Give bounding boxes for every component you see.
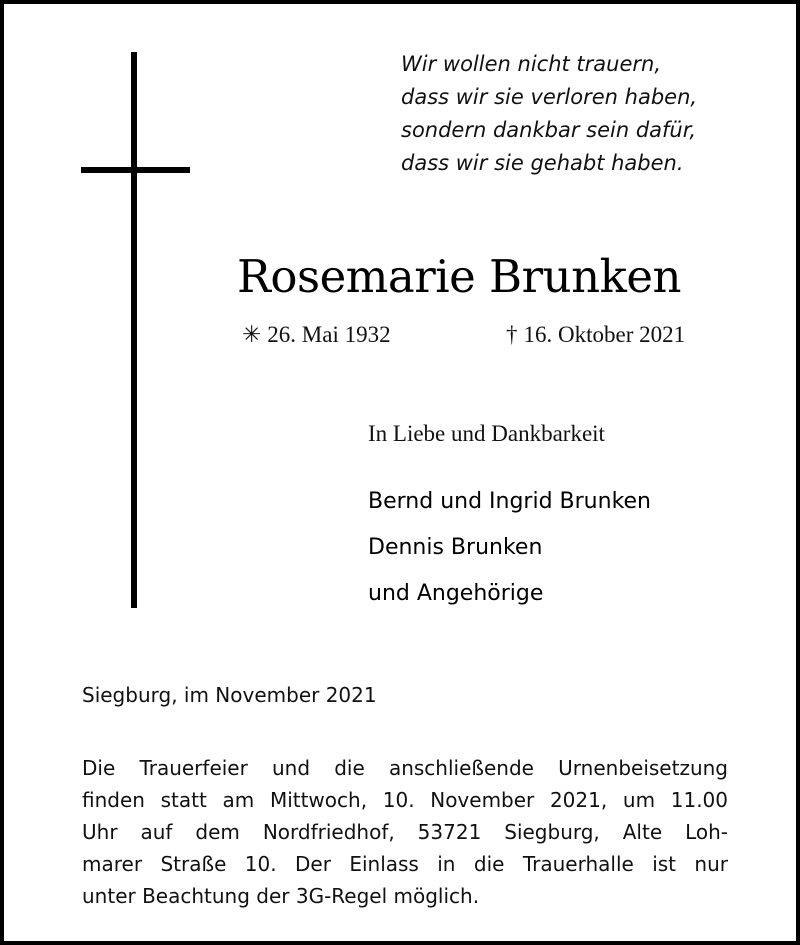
deceased-name: Rosemarie Brunken xyxy=(237,250,681,303)
dedication-text: In Liebe und Dankbarkeit xyxy=(368,421,605,446)
notice-line: Die Trauerfeier und die anschließende Urnenbeisetzung xyxy=(82,756,728,780)
memorial-poem xyxy=(401,48,697,180)
birth-star-icon: ✳ xyxy=(242,322,262,347)
cross-icon xyxy=(131,52,137,608)
notice-line: Uhr auf dem Nordfriedhof, 53721 Siegburg, Alte Loh- xyxy=(82,820,728,844)
birth-date-line xyxy=(242,322,391,348)
poem-line: dass wir sie gehabt haben. xyxy=(401,151,684,175)
funeral-notice-text xyxy=(82,752,728,912)
poem-line: dass wir sie verloren haben, xyxy=(401,85,698,109)
birth-date: 26. Mai 1932 xyxy=(267,322,391,347)
mourner-name: Bernd und Ingrid Brunken xyxy=(368,489,652,514)
place-and-date: Siegburg, im November 2021 xyxy=(82,683,377,707)
poem-line: Wir wollen nicht trauern, xyxy=(401,52,661,76)
cross-icon-bar xyxy=(81,167,190,173)
death-date: 16. Oktober 2021 xyxy=(523,322,686,347)
mourner-name: Dennis Brunken xyxy=(368,535,543,560)
notice-line: finden statt am Mittwoch, 10. November 2021, um 11.00 xyxy=(82,788,728,812)
mourner-name: und Angehörige xyxy=(368,581,544,606)
notice-line: marer Straße 10. Der Einlass in die Trauerhalle ist nur xyxy=(82,852,728,876)
death-dagger-icon: † xyxy=(506,322,518,347)
death-date-line xyxy=(506,322,685,348)
notice-line: unter Beachtung der 3G-Regel möglich. xyxy=(82,884,480,908)
mourners-list xyxy=(368,485,651,623)
poem-line: sondern dankbar sein dafür, xyxy=(401,118,697,142)
